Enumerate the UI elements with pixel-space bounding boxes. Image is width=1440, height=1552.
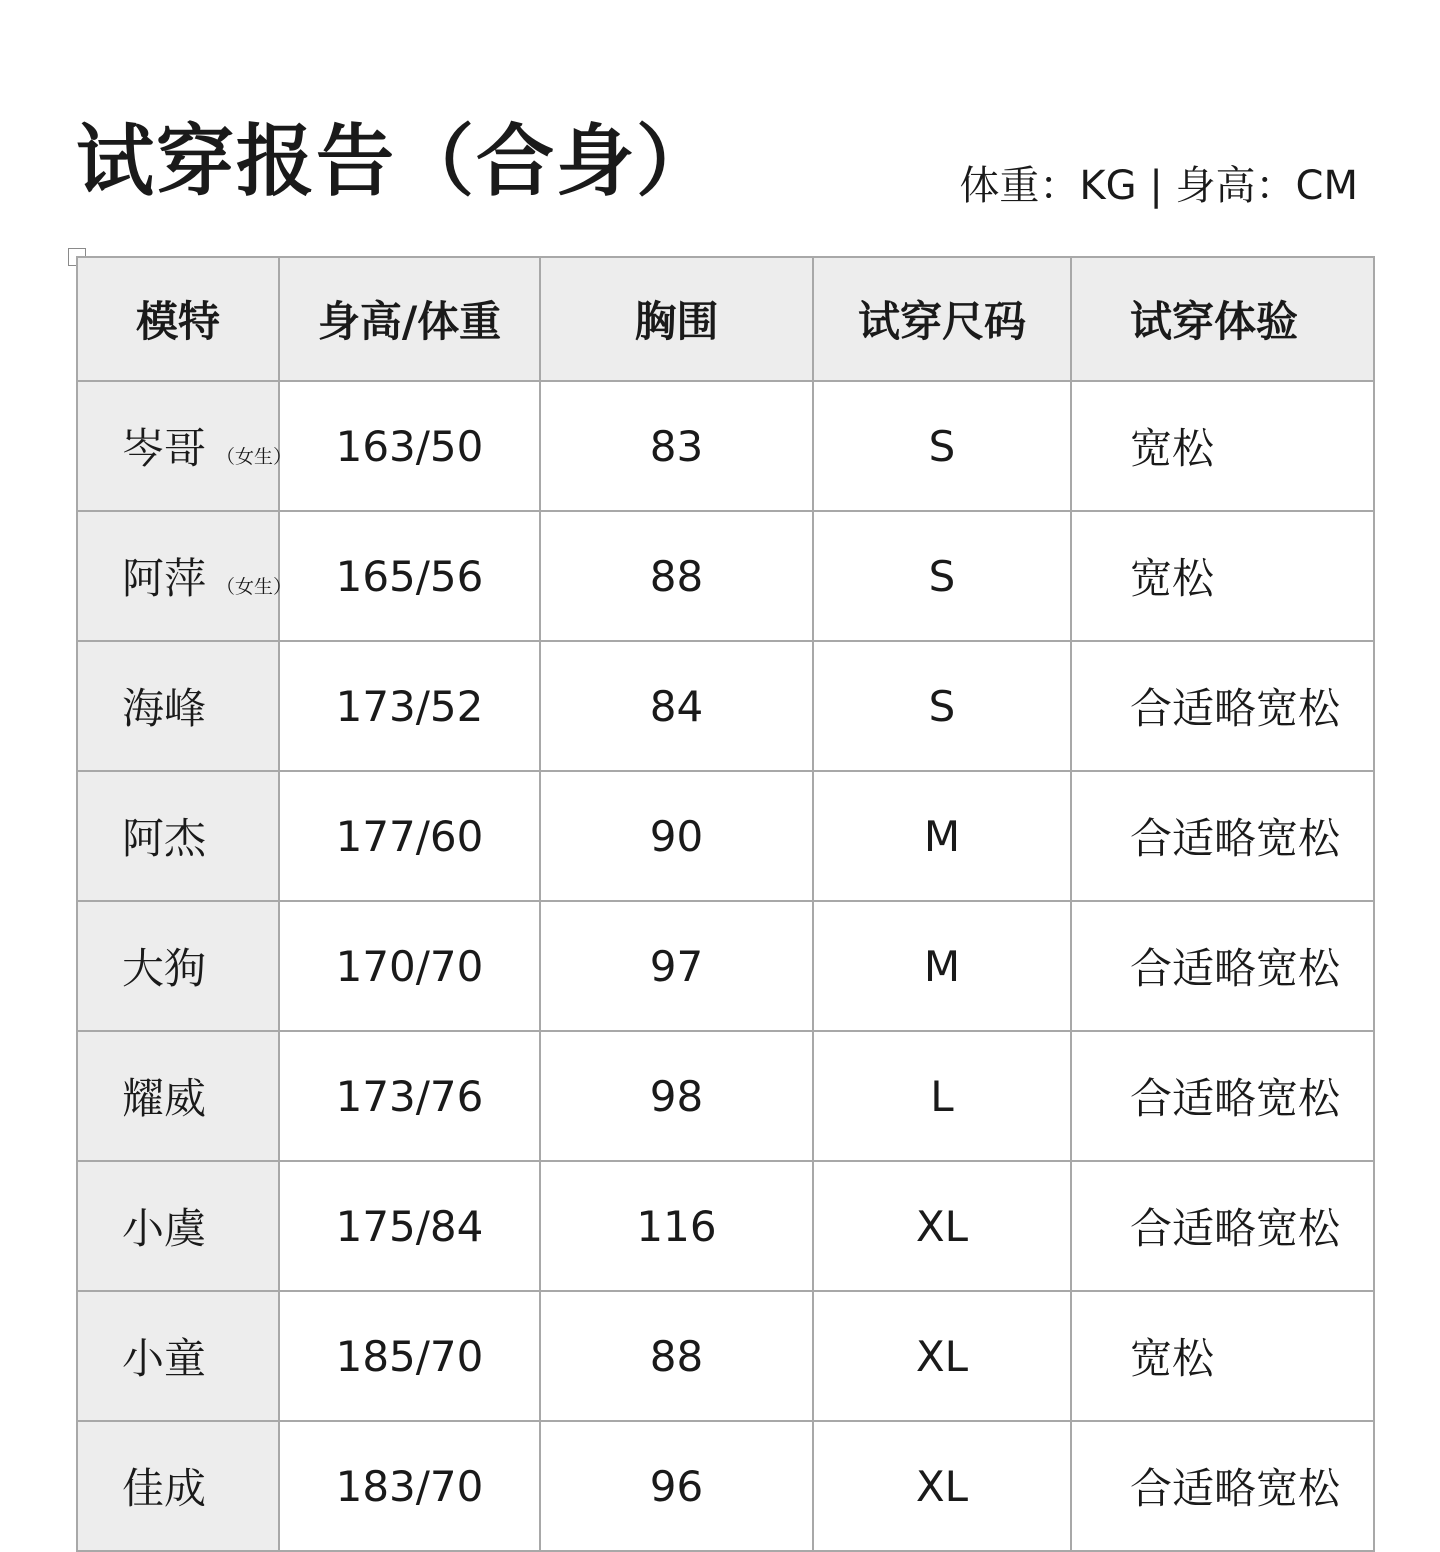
cell-height-weight: 165/56 [279, 511, 540, 641]
cell-size: S [813, 641, 1071, 771]
cell-size: S [813, 381, 1071, 511]
cell-experience: 合适略宽松 [1071, 1421, 1374, 1551]
cell-experience: 宽松 [1071, 381, 1374, 511]
cell-chest: 116 [540, 1161, 813, 1291]
cell-model [77, 1421, 279, 1551]
cell-chest: 90 [540, 771, 813, 901]
model-note: （女生） [216, 446, 293, 468]
fitting-report-table-container [76, 256, 1373, 1552]
header-height-weight: 身高/体重 [279, 257, 540, 381]
cell-experience: 合适略宽松 [1071, 771, 1374, 901]
cell-model [77, 1291, 279, 1421]
cell-height-weight: 175/84 [279, 1161, 540, 1291]
cell-model [77, 381, 293, 511]
table-row [77, 901, 1374, 1031]
units-label: 体重：KG | 身高：CM [959, 163, 1358, 209]
cell-size: S [813, 511, 1071, 641]
cell-height-weight: 183/70 [279, 1421, 540, 1551]
cell-model [77, 901, 279, 1031]
header-model: 模特 [77, 257, 279, 381]
cell-experience: 合适略宽松 [1071, 1161, 1374, 1291]
cell-size: M [813, 771, 1071, 901]
cell-height-weight: 177/60 [279, 771, 540, 901]
cell-experience: 合适略宽松 [1071, 901, 1374, 1031]
cell-model [77, 511, 293, 641]
cell-size: XL [813, 1291, 1071, 1421]
cell-chest: 88 [540, 511, 813, 641]
table-row [77, 1161, 1374, 1291]
table-row [77, 771, 1374, 901]
fitting-report-table [76, 256, 1375, 1552]
cell-model [77, 1031, 279, 1161]
cell-chest: 83 [540, 381, 813, 511]
cell-model [77, 641, 279, 771]
cell-height-weight: 170/70 [279, 901, 540, 1031]
table-row [77, 1421, 1374, 1551]
cell-chest: 97 [540, 901, 813, 1031]
cell-height-weight: 173/76 [279, 1031, 540, 1161]
cell-chest: 84 [540, 641, 813, 771]
table-row [77, 511, 1374, 641]
cell-chest: 88 [540, 1291, 813, 1421]
cell-model [77, 1161, 279, 1291]
cell-height-weight: 185/70 [279, 1291, 540, 1421]
cell-experience: 合适略宽松 [1071, 1031, 1374, 1161]
header-chest: 胸围 [540, 257, 813, 381]
cell-experience: 宽松 [1071, 1291, 1374, 1421]
cell-size: L [813, 1031, 1071, 1161]
cell-experience: 宽松 [1071, 511, 1374, 641]
table-row [77, 381, 1374, 511]
cell-size: XL [813, 1161, 1071, 1291]
cell-height-weight: 163/50 [279, 381, 540, 511]
model-note: （女生） [216, 576, 293, 598]
cell-chest: 96 [540, 1421, 813, 1551]
table-row [77, 641, 1374, 771]
model-name: 大狗 [122, 944, 207, 993]
cell-size: XL [813, 1421, 1071, 1551]
cell-size: M [813, 901, 1071, 1031]
cell-experience: 合适略宽松 [1071, 641, 1374, 771]
header-size: 试穿尺码 [813, 257, 1071, 381]
model-name: 耀威 [122, 1074, 207, 1123]
cell-chest: 98 [540, 1031, 813, 1161]
table-header-row [77, 257, 1374, 381]
model-name: 海峰 [122, 684, 207, 733]
cell-height-weight: 173/52 [279, 641, 540, 771]
header-experience: 试穿体验 [1071, 257, 1374, 381]
model-name: 岑哥 [122, 424, 207, 473]
cell-model [77, 771, 279, 901]
table-row [77, 1031, 1374, 1161]
model-name: 小虞 [122, 1204, 207, 1253]
model-name: 阿萍 [122, 554, 207, 603]
model-name: 阿杰 [122, 814, 207, 863]
model-name: 小童 [122, 1334, 207, 1383]
table-row [77, 1291, 1374, 1421]
page-title: 试穿报告（合身） [76, 117, 717, 207]
model-name: 佳成 [122, 1464, 207, 1513]
